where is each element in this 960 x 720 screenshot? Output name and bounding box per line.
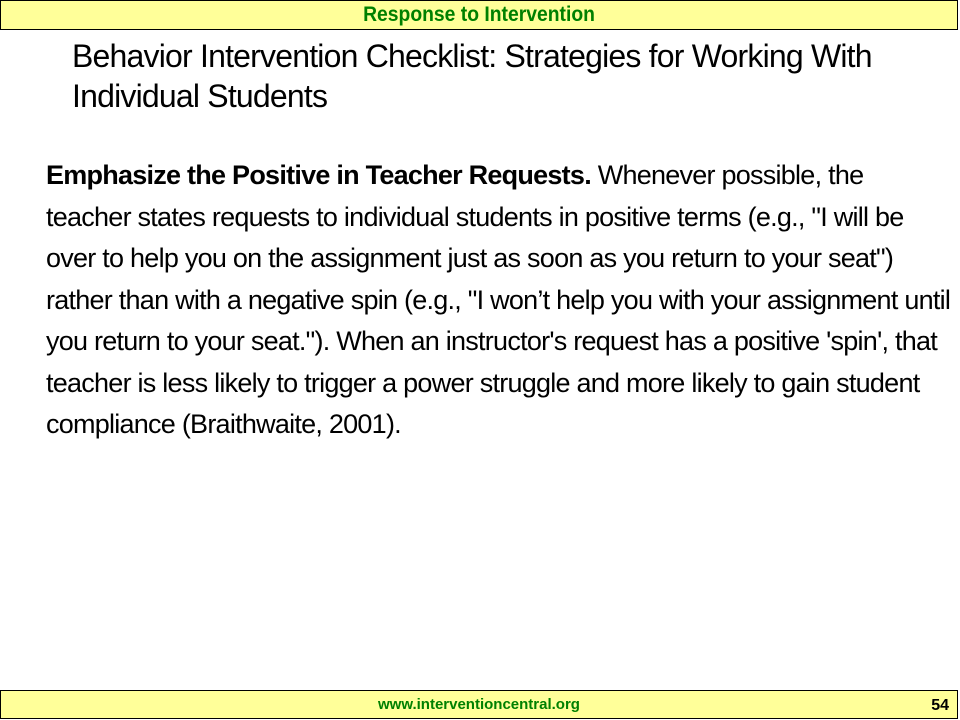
strategy-heading: Emphasize the Positive in Teacher Requests. <box>46 160 591 190</box>
footer-banner <box>0 690 958 719</box>
footer-url: www.interventioncentral.org <box>378 696 580 713</box>
page-number: 54 <box>931 697 949 714</box>
strategy-description: Whenever possible, the teacher states requests to individual students in positive terms (e.g., "I will be over to help you on the assignment just as soon as you return to your seat") rather than with a negative spin (e.g., "I won’t help you with your assignment until you return to your seat."). When an instructor's request has a positive 'spin', that teacher is less likely to trigger a power struggle and more likely to gain student compliance (Braithwaite, 2001). <box>46 160 951 439</box>
header-banner <box>0 0 958 30</box>
header-banner-text: Response to Intervention <box>363 3 595 26</box>
slide-body <box>46 155 951 446</box>
slide-title: Behavior Intervention Checklist: Strategies for Working With Individual Students <box>72 38 872 114</box>
